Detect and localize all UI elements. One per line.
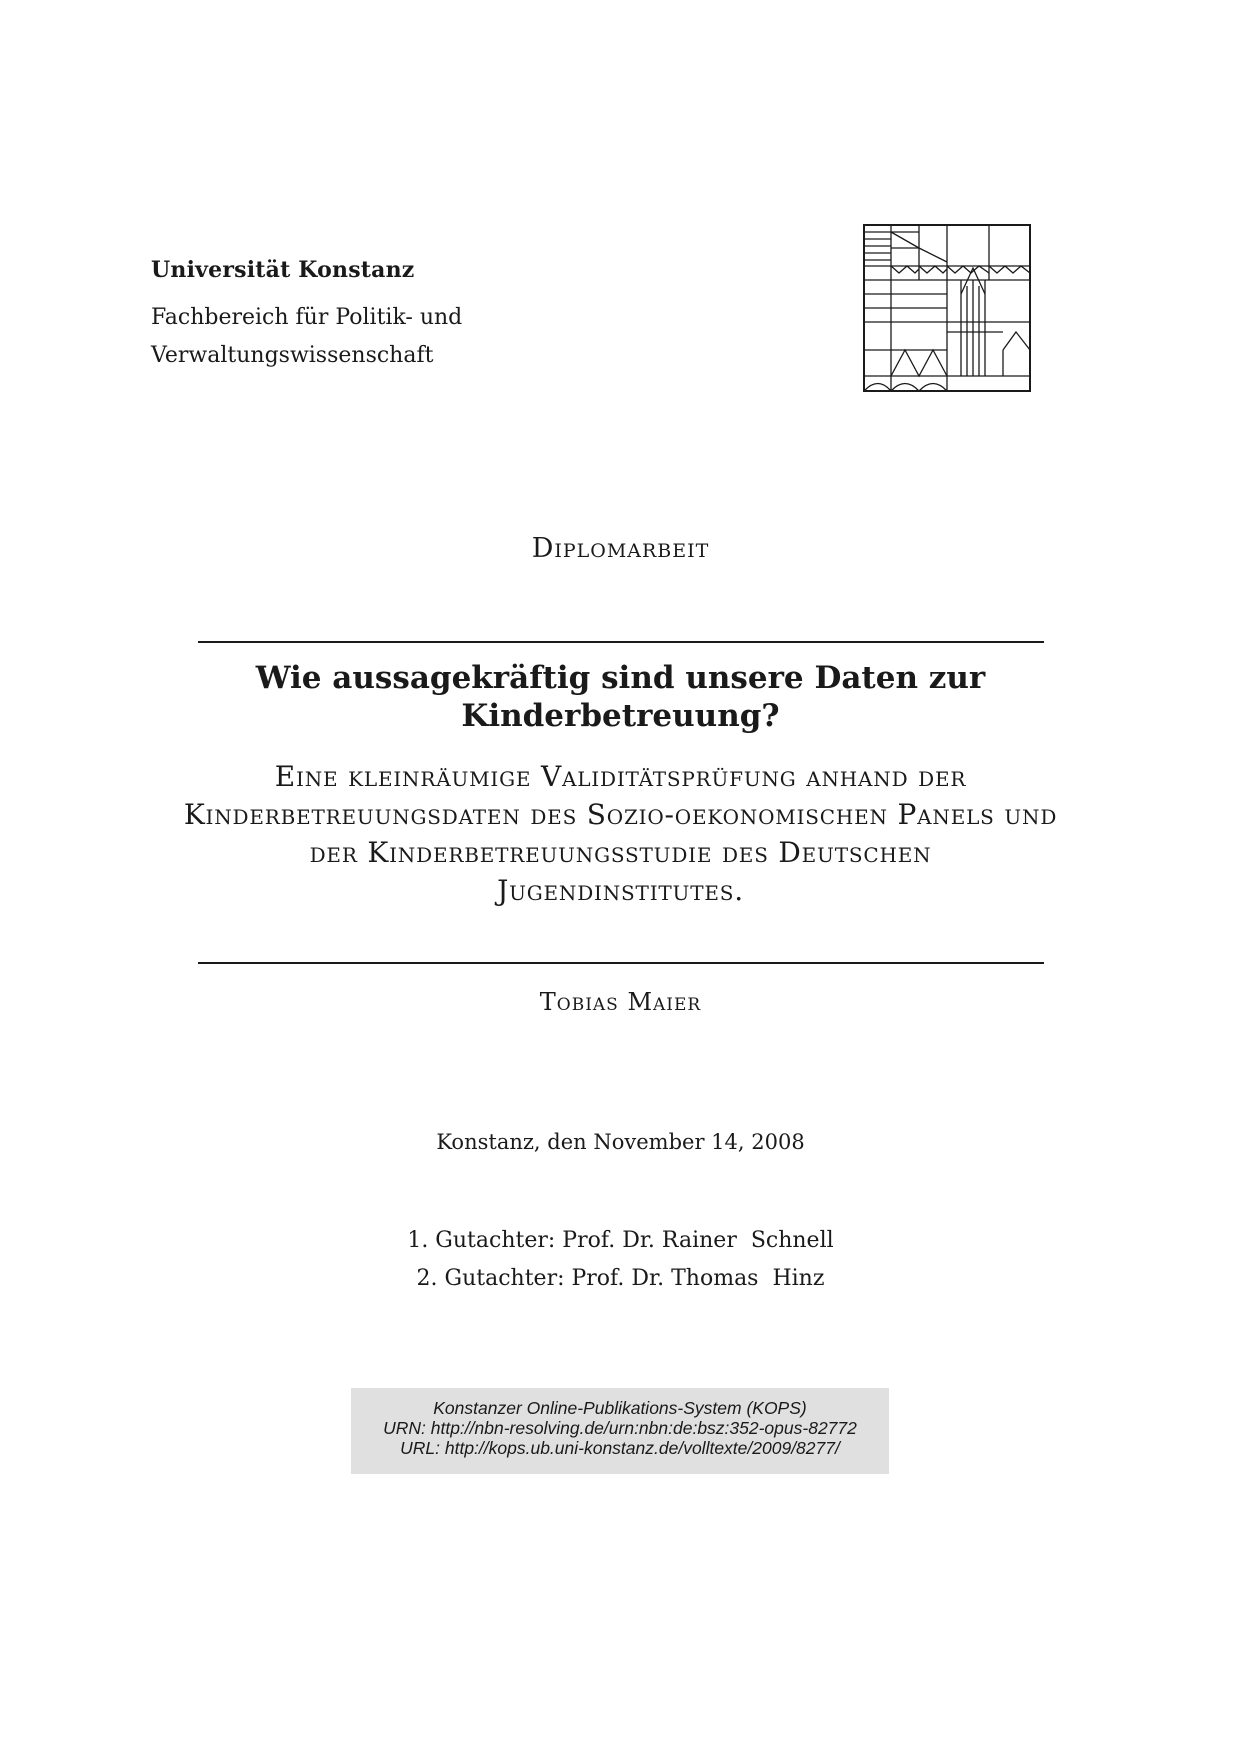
author-name: Tobias Maier	[539, 988, 702, 1016]
kops-system: Konstanzer Online-Publikations-System (KOPS)	[433, 1398, 807, 1418]
bottom-rule	[198, 962, 1044, 964]
reviewers	[0, 1222, 1241, 1298]
title-line-2: Kinderbetreuung?	[461, 698, 780, 734]
department-line-1: Fachbereich für Politik- und	[151, 305, 463, 330]
subtitle-line-4: Jugendinstitutes.	[497, 874, 744, 907]
department	[151, 299, 462, 375]
subtitle-line-1: Eine kleinräumige Validitätsprüfung anhand der	[274, 760, 967, 793]
subtitle-line-2: Kinderbetreuungsdaten des Sozio-oekonomischen Panels und	[183, 798, 1058, 831]
top-rule	[198, 641, 1044, 643]
reviewer-2: 2. Gutachter: Prof. Dr. Thomas Hinz	[416, 1266, 825, 1291]
thesis-subtitle	[0, 758, 1241, 910]
submission-date: Konstanz, den November 14, 2008	[436, 1130, 805, 1154]
title-line-1: Wie aussagekräftig sind unsere Daten zur	[255, 660, 986, 696]
document-type: Diplomarbeit	[531, 533, 710, 564]
reviewer-1: 1. Gutachter: Prof. Dr. Rainer Schnell	[407, 1228, 834, 1253]
university-logo-icon	[863, 224, 1031, 392]
kops-urn: URN: http://nbn-resolving.de/urn:nbn:de:bsz:352-opus-82772	[383, 1418, 857, 1438]
university-name: Universität Konstanz	[151, 257, 415, 283]
subtitle-line-3: der Kinderbetreuungsstudie des Deutschen	[309, 836, 932, 869]
thesis-title	[0, 659, 1241, 735]
department-line-2: Verwaltungswissenschaft	[151, 343, 434, 368]
kops-url: URL: http://kops.ub.uni-konstanz.de/volltexte/2009/8277/	[400, 1438, 840, 1458]
kops-box	[351, 1388, 889, 1474]
